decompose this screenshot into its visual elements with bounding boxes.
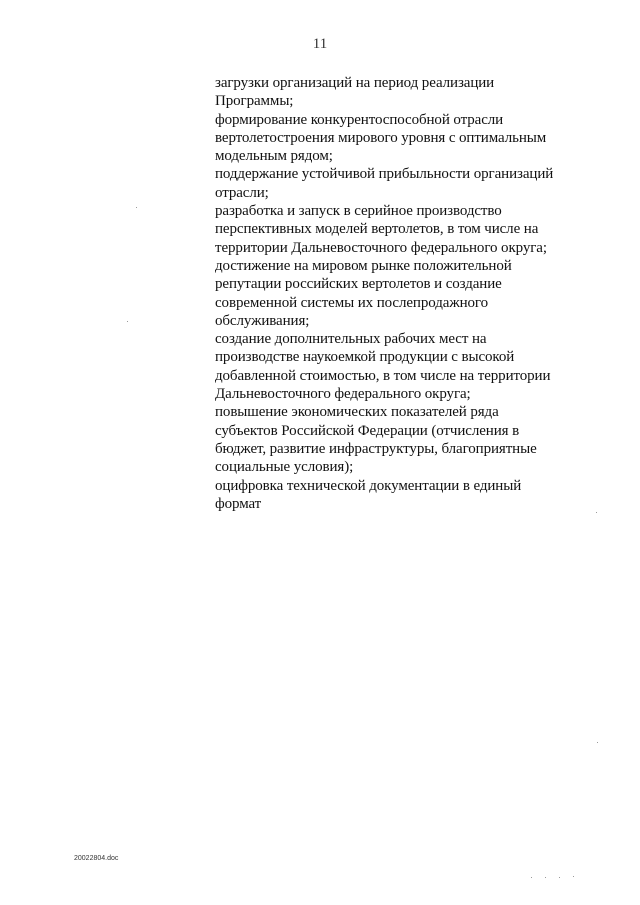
scan-speck xyxy=(559,877,560,878)
scan-speck xyxy=(597,742,598,743)
footer-file-code: 20022804.doc xyxy=(74,855,119,862)
text-line: разработка и запуск в серийное производство xyxy=(215,203,502,220)
text-line: модельным рядом; xyxy=(215,148,333,165)
text-line: обслуживания; xyxy=(215,312,310,329)
text-line: социальные условия); xyxy=(215,459,354,476)
text-line: Программы; xyxy=(215,93,294,110)
scan-speck xyxy=(127,321,128,322)
text-line: оцифровка технической документации в единый xyxy=(215,477,522,494)
scan-speck xyxy=(545,877,546,878)
text-line: создание дополнительных рабочих мест на xyxy=(215,331,487,348)
text-line: отрасли; xyxy=(215,184,269,201)
scan-speck xyxy=(531,877,532,878)
scan-speck xyxy=(573,876,574,877)
page-number: 11 xyxy=(312,36,328,52)
text-line: формат xyxy=(215,495,262,512)
text-line: производстве наукоемкой продукции с высокой xyxy=(215,349,515,366)
text-line: вертолетостроения мирового уровня с оптимальным xyxy=(215,129,547,146)
text-line: загрузки организаций на период реализации xyxy=(215,75,495,91)
text-line: формирование конкурентоспособной отрасли xyxy=(215,111,504,128)
text-line: субъектов Российской Федерации (отчисления в xyxy=(215,422,520,439)
text-line: территории Дальневосточного федерального округа; xyxy=(215,239,547,256)
text-line: бюджет, развитие инфраструктуры, благоприятные xyxy=(215,440,537,457)
text-line: перспективных моделей вертолетов, в том числе на xyxy=(215,221,539,238)
text-line: повышение экономических показателей ряда xyxy=(215,404,499,421)
text-line: Дальневосточного федерального округа; xyxy=(215,386,471,403)
text-line: добавленной стоимостью, в том числе на территории xyxy=(215,367,551,384)
text-line: репутации российских вертолетов и создание xyxy=(215,276,502,293)
text-line: современной системы их послепродажного xyxy=(215,294,488,311)
scan-speck xyxy=(136,207,137,208)
body-text xyxy=(215,74,595,513)
scan-speck xyxy=(596,512,597,513)
text-line: поддержание устойчивой прибыльности организаций xyxy=(215,166,554,183)
text-line: достижение на мировом рынке положительной xyxy=(215,257,512,274)
